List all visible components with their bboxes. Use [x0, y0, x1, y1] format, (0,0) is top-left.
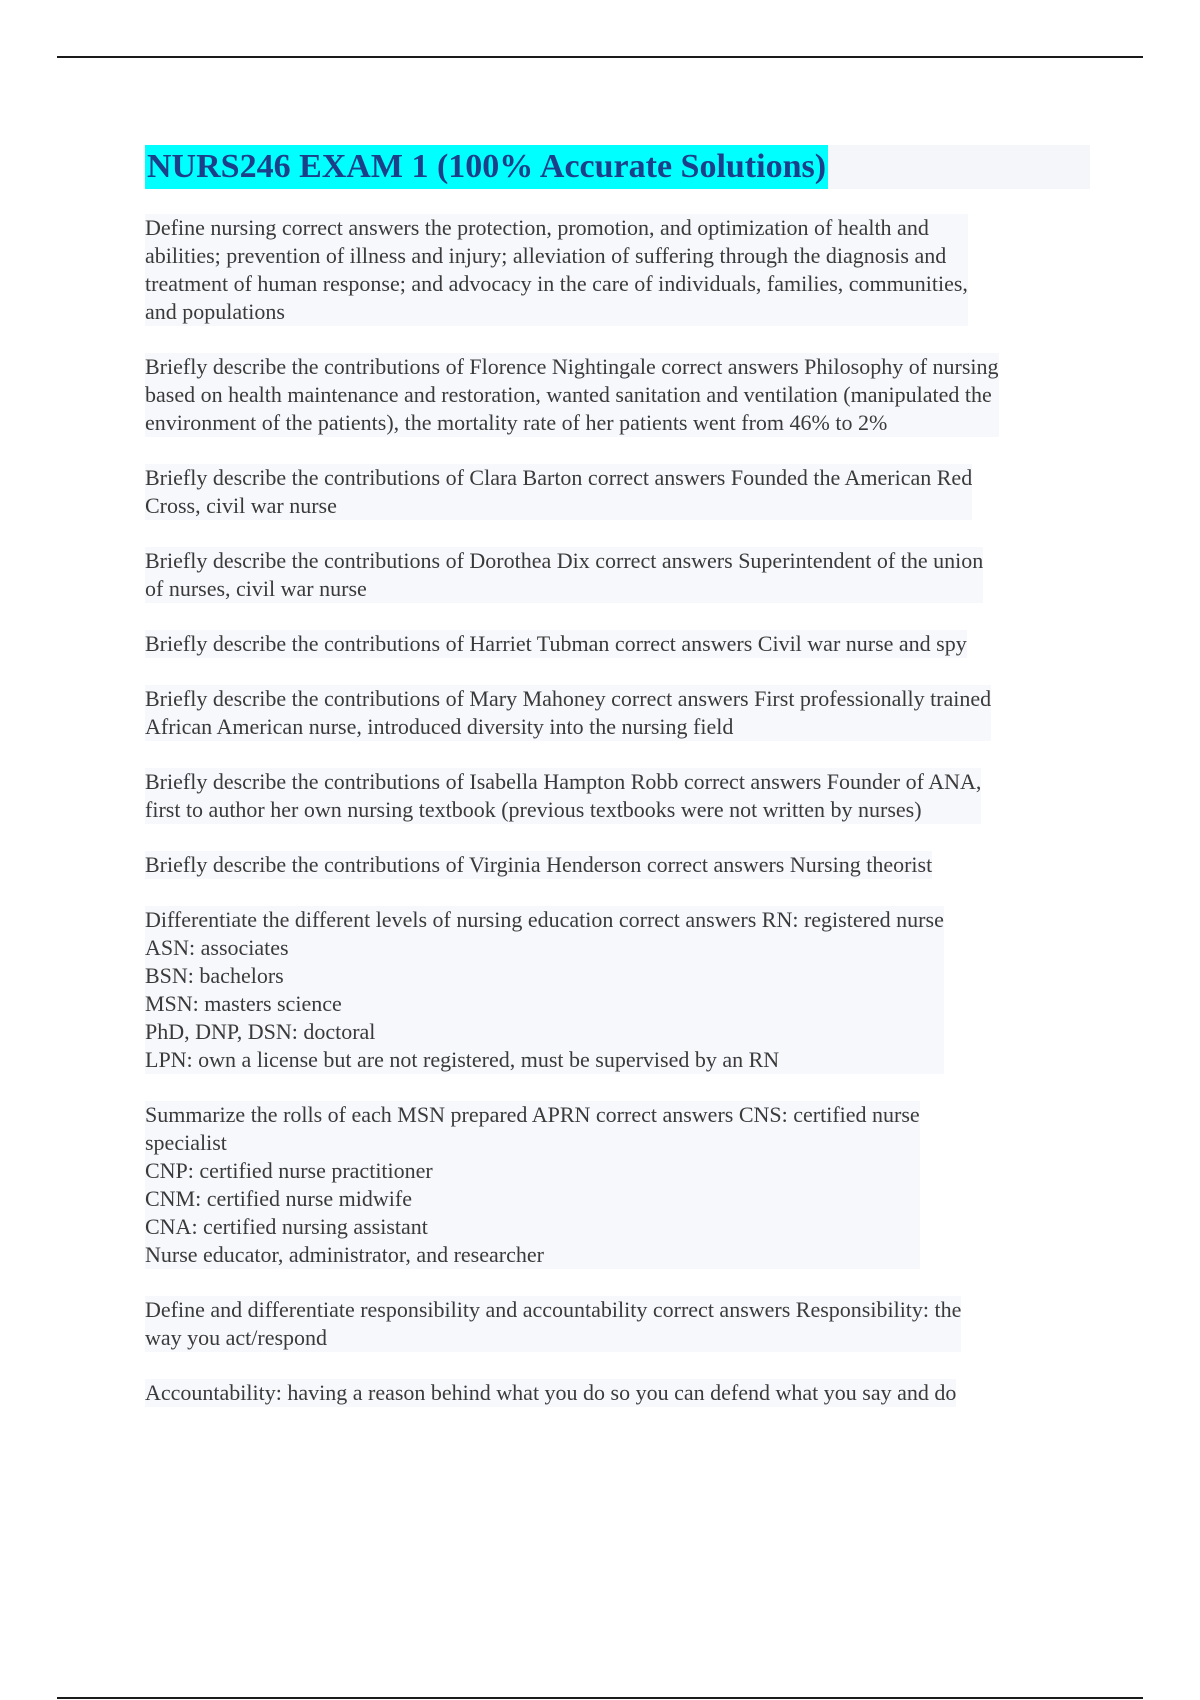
document-body	[145, 145, 1090, 1434]
qa-line: abilities; prevention of illness and injury; alleviation of suffering through the diagnosis and	[145, 243, 947, 268]
qa-line: first to author her own nursing textbook (previous textbooks were not written by nurses)	[145, 797, 922, 822]
qa-line: PhD, DNP, DSN: doctoral	[145, 1019, 376, 1044]
qa-entry	[145, 851, 932, 879]
qa-line: African American nurse, introduced diversity into the nursing field	[145, 714, 734, 739]
qa-line: ASN: associates	[145, 935, 289, 960]
qa-line: Nurse educator, administrator, and researcher	[145, 1242, 544, 1267]
qa-entry	[145, 630, 967, 658]
qa-entry	[145, 1379, 956, 1407]
qa-entry	[145, 906, 944, 1074]
qa-line: Cross, civil war nurse	[145, 493, 337, 518]
qa-entry	[145, 768, 981, 824]
qa-line: Differentiate the different levels of nursing education correct answers RN: registered nurse	[145, 907, 944, 932]
qa-line: and populations	[145, 299, 285, 324]
qa-line: Briefly describe the contributions of Clara Barton correct answers Founded the American Red	[145, 465, 973, 490]
qa-line: specialist	[145, 1130, 227, 1155]
qa-line: Briefly describe the contributions of Isabella Hampton Robb correct answers Founder of ANA,	[145, 769, 982, 794]
qa-line: BSN: bachelors	[145, 963, 284, 988]
qa-line: Summarize the rolls of each MSN prepared APRN correct answers CNS: certified nurse	[145, 1102, 920, 1127]
qa-entry	[145, 464, 972, 520]
qa-line: CNA: certified nursing assistant	[145, 1214, 428, 1239]
title-bar	[145, 145, 1090, 189]
document-title: NURS246 EXAM 1 (100% Accurate Solutions)	[145, 145, 828, 189]
qa-entry	[145, 1296, 961, 1352]
qa-entry	[145, 547, 983, 603]
qa-entry	[145, 1101, 920, 1269]
qa-line: environment of the patients), the mortality rate of her patients went from 46% to 2%	[145, 410, 888, 435]
qa-line: Briefly describe the contributions of Harriet Tubman correct answers Civil war nurse and spy	[145, 631, 967, 656]
qa-line: Define nursing correct answers the protection, promotion, and optimization of health and	[145, 215, 929, 240]
qa-line: CNP: certified nurse practitioner	[145, 1158, 433, 1183]
qa-line: Accountability: having a reason behind what you do so you can defend what you say and do	[145, 1380, 957, 1405]
qa-entry	[145, 353, 999, 437]
qa-line: Briefly describe the contributions of Florence Nightingale correct answers Philosophy of nursing	[145, 354, 999, 379]
qa-line: of nurses, civil war nurse	[145, 576, 367, 601]
qa-line: Define and differentiate responsibility and accountability correct answers Responsibility: the	[145, 1297, 962, 1322]
qa-line: based on health maintenance and restoration, wanted sanitation and ventilation (manipulated the	[145, 382, 992, 407]
top-rule	[57, 56, 1143, 58]
qa-line: treatment of human response; and advocacy in the care of individuals, families, communities,	[145, 271, 968, 296]
qa-line: LPN: own a license but are not registered, must be supervised by an RN	[145, 1047, 780, 1072]
qa-line: Briefly describe the contributions of Virginia Henderson correct answers Nursing theorist	[145, 852, 933, 877]
qa-line: Briefly describe the contributions of Mary Mahoney correct answers First professionally trained	[145, 686, 992, 711]
qa-entry	[145, 685, 991, 741]
qa-entry	[145, 214, 968, 326]
bottom-rule	[57, 1697, 1143, 1699]
qa-line: way you act/respond	[145, 1325, 328, 1350]
qa-list	[145, 214, 1090, 1407]
qa-line: CNM: certified nurse midwife	[145, 1186, 412, 1211]
qa-line: MSN: masters science	[145, 991, 342, 1016]
qa-line: Briefly describe the contributions of Dorothea Dix correct answers Superintendent of the union	[145, 548, 984, 573]
